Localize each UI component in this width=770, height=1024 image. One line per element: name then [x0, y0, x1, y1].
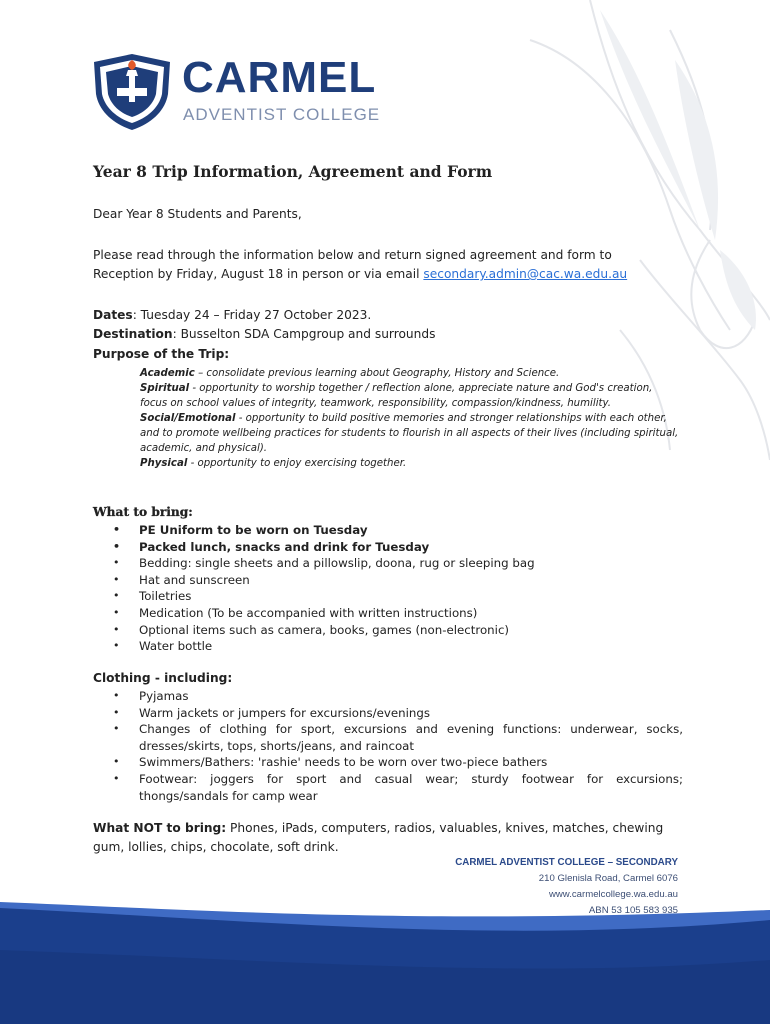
list-item: • Packed lunch, snacks and drink for Tuesday — [93, 539, 683, 556]
clothing-list — [93, 688, 683, 804]
destination-value: : Busselton SDA Campgroup and surrounds — [172, 327, 436, 341]
purpose-text: - opportunity to enjoy exercising together. — [187, 458, 407, 469]
destination-line — [93, 325, 435, 344]
list-item: • Changes of clothing for sport, excursions and evening functions: underwear, socks, dresses/skirts, tops, shorts/jeans, and raincoat — [93, 721, 683, 754]
brand-subtitle: ADVENTIST COLLEGE — [183, 105, 381, 124]
list-item: • Swimmers/Bathers: 'rashie' needs to be worn over two-piece bathers — [93, 754, 683, 771]
list-item: • Hat and sunscreen — [93, 572, 683, 589]
purpose-label: Social/Emotional — [140, 413, 236, 424]
purpose-label: Academic — [140, 368, 195, 379]
college-logo — [90, 52, 390, 132]
clothing-heading: Clothing - including: — [93, 671, 233, 685]
not-bring-label: What NOT to bring: — [93, 821, 227, 835]
bring-list — [93, 522, 683, 655]
intro-line-2: Reception by Friday, August 18 in person or via email — [93, 267, 424, 281]
list-item: • Water bottle — [93, 638, 683, 655]
list-item: • Warm jackets or jumpers for excursions/evenings — [93, 705, 683, 722]
footer-org: CARMEL ADVENTIST COLLEGE – SECONDARY — [455, 857, 678, 868]
list-item: • Medication (To be accompanied with written instructions) — [93, 605, 683, 622]
purpose-label: Physical — [140, 458, 188, 469]
dates-label: Dates — [93, 308, 133, 322]
purpose-heading: Purpose of the Trip: — [93, 347, 230, 361]
greeting: Dear Year 8 Students and Parents, — [93, 207, 302, 221]
list-item: • PE Uniform to be worn on Tuesday — [93, 522, 683, 539]
list-item: • Pyjamas — [93, 688, 683, 705]
purpose-item-academic — [140, 366, 680, 381]
list-item: • Footwear: joggers for sport and casual wear; sturdy footwear for excursions; thongs/sandals for camp wear — [93, 771, 683, 804]
footer-website[interactable]: www.carmelcollege.wa.edu.au — [548, 889, 678, 900]
dates-line — [93, 306, 371, 325]
not-bring-text: Phones, iPads, computers, radios, valuables, knives, matches, chewing gum, lollies, chips, chocolate, soft drink. — [93, 821, 664, 854]
purpose-item-social — [140, 411, 680, 456]
purpose-item-physical — [140, 456, 680, 471]
dates-value: : Tuesday 24 – Friday 27 October 2023. — [132, 308, 372, 322]
intro-line-1: Please read through the information below and return signed agreement and form to — [93, 248, 612, 262]
email-link[interactable]: secondary.admin@cac.wa.edu.au — [423, 267, 628, 281]
list-item: • Bedding: single sheets and a pillowslip, doona, rug or sleeping bag — [93, 555, 683, 572]
page-title: Year 8 Trip Information, Agreement and Form — [93, 162, 493, 181]
not-bring-paragraph — [93, 819, 683, 857]
purpose-text: - opportunity to worship together / reflection alone, appreciate nature and God's creation, focus on school values of integrity, teamwork, responsibility, compassion/kindness, humility. — [140, 383, 653, 409]
footer-wave-decoration — [0, 880, 770, 1024]
purpose-text: – consolidate previous learning about Geography, History and Science. — [194, 368, 560, 379]
list-item: • Toiletries — [93, 588, 683, 605]
destination-label: Destination — [93, 327, 173, 341]
intro-paragraph — [93, 246, 627, 284]
purpose-list — [140, 366, 680, 471]
purpose-item-spiritual — [140, 381, 680, 411]
list-item: • Optional items such as camera, books, games (non-electronic) — [93, 622, 683, 639]
purpose-text: - opportunity to build positive memories and stronger relationships with each other, and to promote wellbeing practices for students to flourish in all aspects of their lives (including spiritual, academic, and physical). — [140, 413, 679, 454]
purpose-label: Spiritual — [140, 383, 190, 394]
brand-name: CARMEL — [182, 53, 377, 102]
shield-crest-icon — [90, 52, 174, 132]
footer-abn: ABN 53 105 583 935 — [588, 905, 678, 916]
bring-heading: What to bring: — [93, 505, 193, 519]
footer-address: 210 Glenisla Road, Carmel 6076 — [538, 873, 678, 884]
